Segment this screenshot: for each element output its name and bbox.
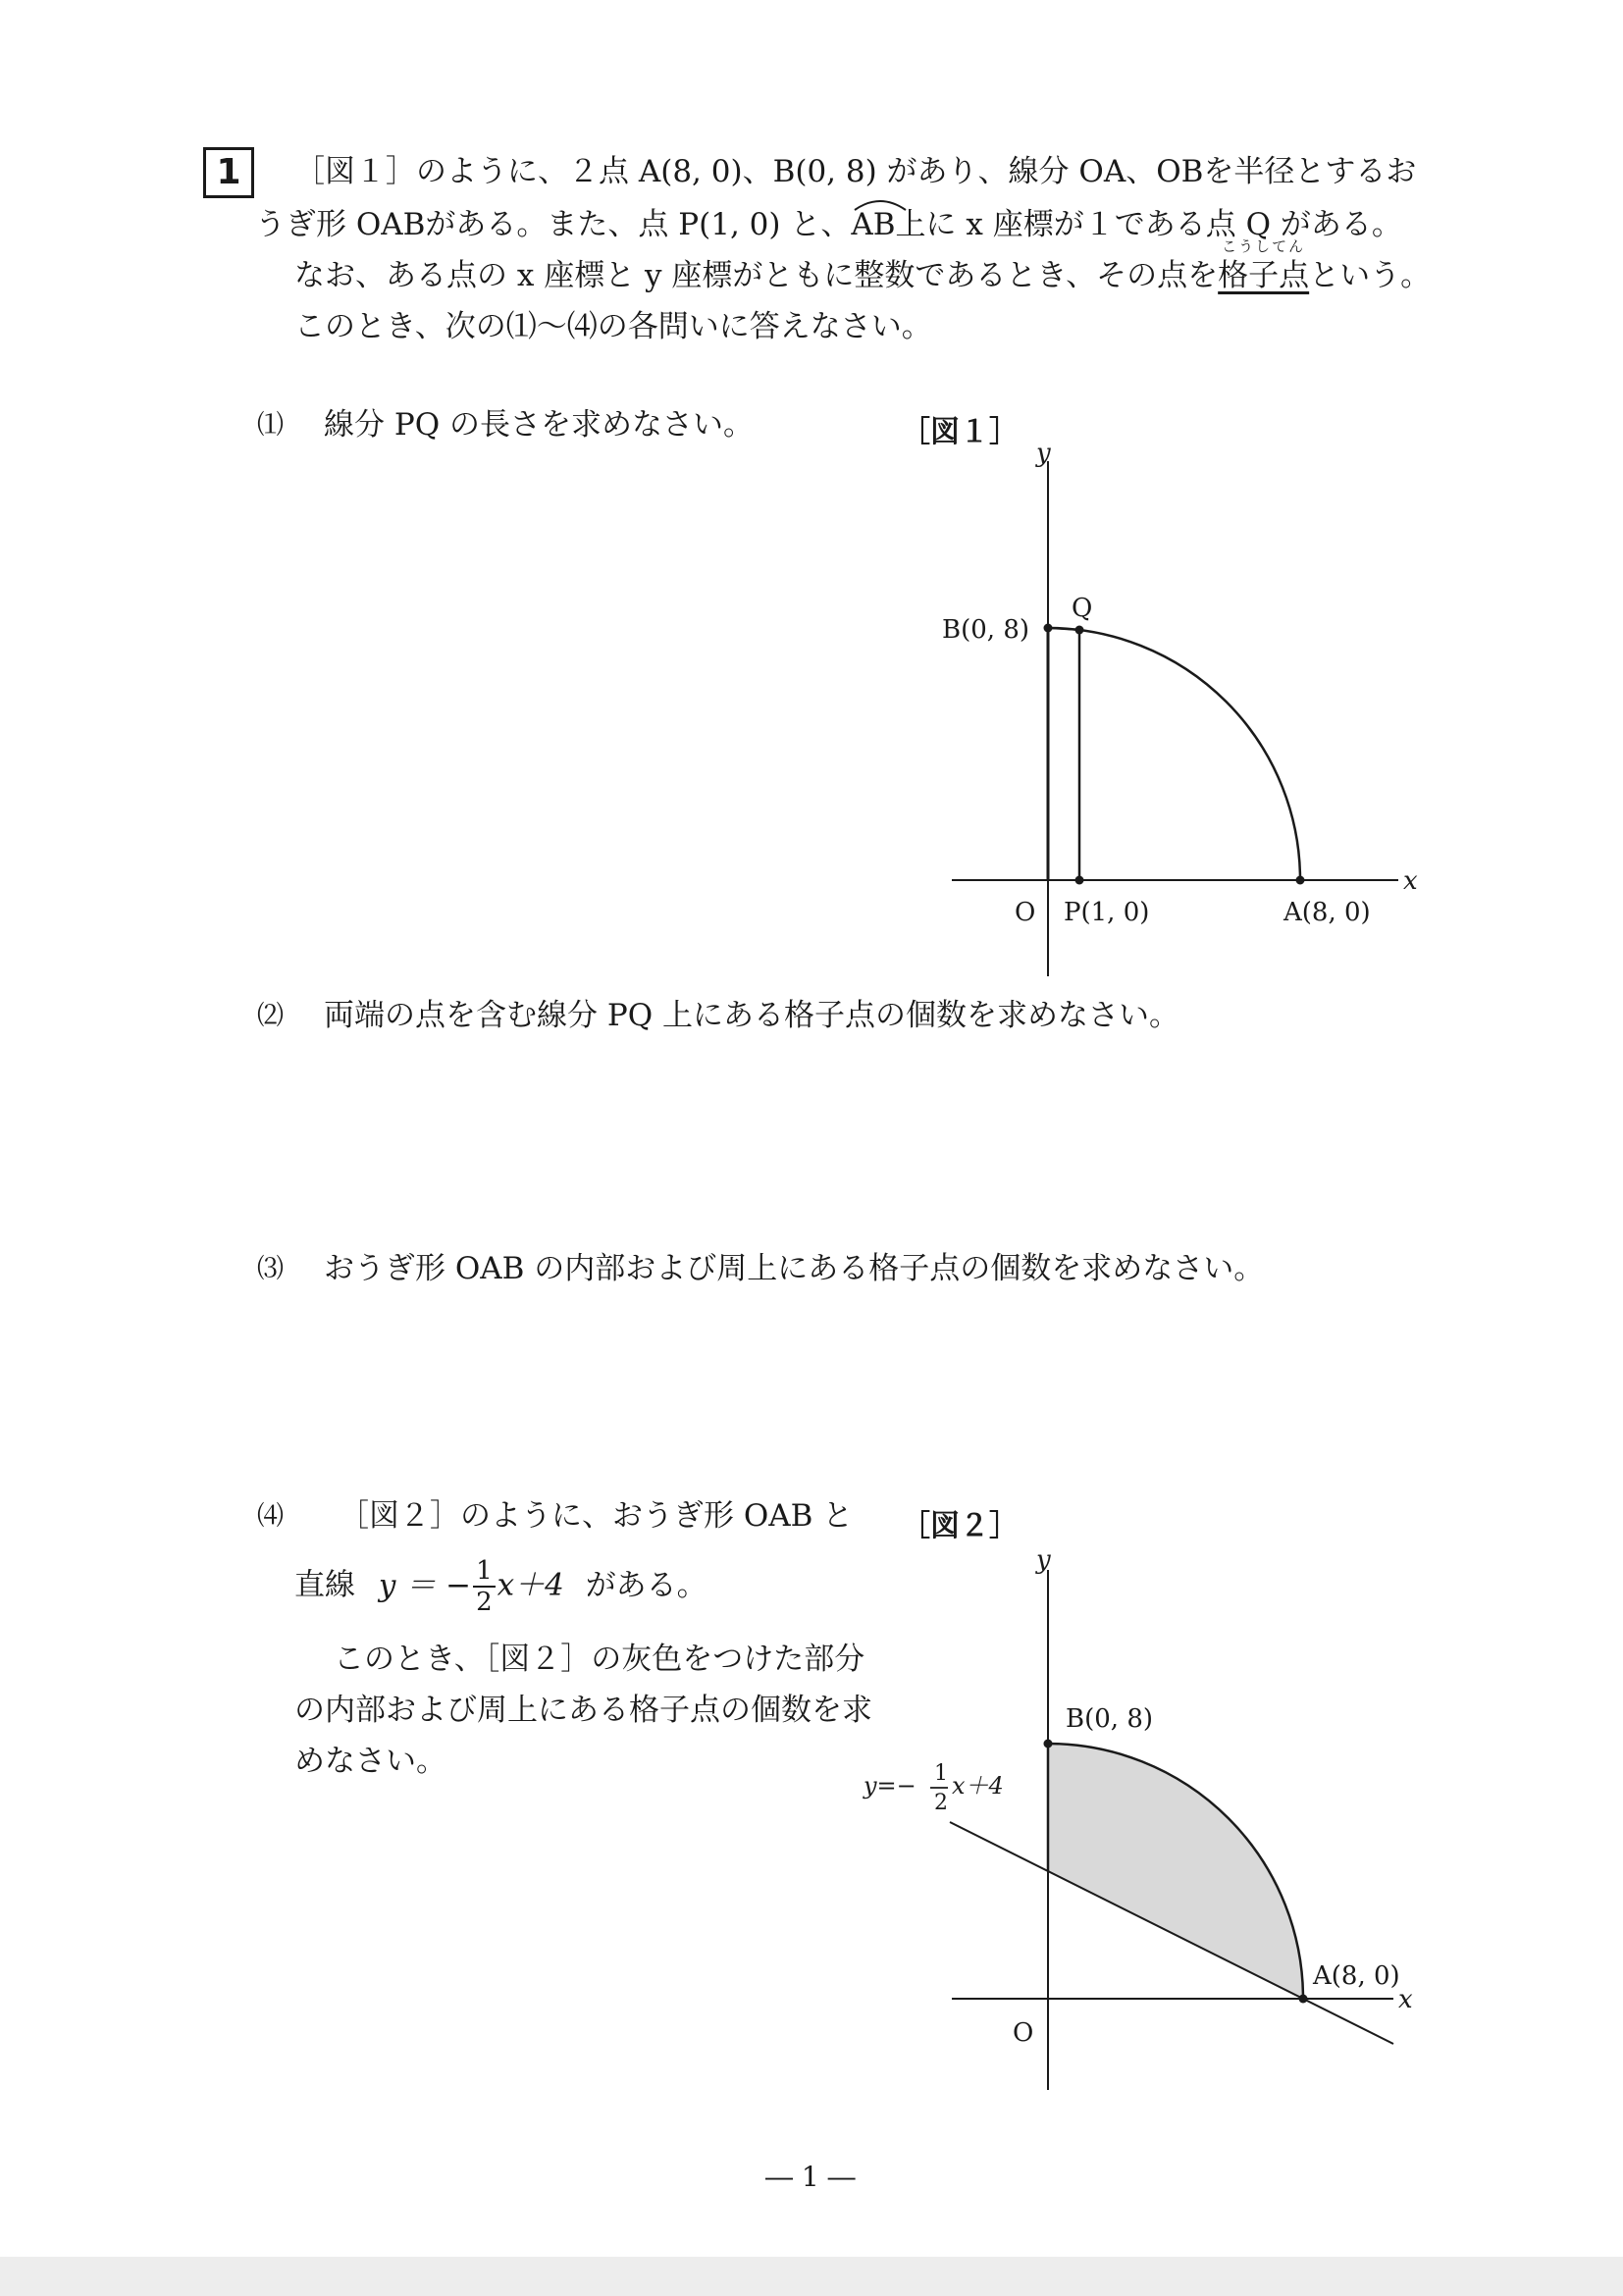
scan-bottom-band bbox=[0, 2257, 1623, 2296]
fig2-point-a bbox=[1299, 1995, 1308, 2004]
fig2-line-label-lhs: y=− bbox=[864, 1772, 916, 1800]
q1-number: ⑴ bbox=[257, 410, 284, 441]
intro-line-2-a: うぎ形 OABがある。また、点 P(1, 0) と、 bbox=[255, 207, 852, 242]
q4-line-2-b: がある。 bbox=[585, 1567, 707, 1603]
fig2-label-b: B(0, 8) bbox=[1066, 1704, 1154, 1734]
lattice-point-word: 格子点 bbox=[1218, 258, 1310, 293]
intro-line-3 bbox=[294, 237, 1432, 293]
lattice-point-term bbox=[1218, 237, 1310, 293]
intro-line-3-b: という。 bbox=[1309, 258, 1432, 293]
arc-ab-label: AB bbox=[851, 207, 896, 242]
fig1-label-a: A(8, 0) bbox=[1283, 898, 1371, 927]
fig1-label-x: x bbox=[1403, 866, 1418, 896]
figure2-diagram bbox=[844, 1540, 1433, 2110]
q4-eq-rhs: x＋4 bbox=[497, 1567, 564, 1603]
q1-text: 線分 PQ の長さを求めなさい。 bbox=[324, 407, 754, 443]
q4-line-1: ［図２］のように、おうぎ形 OAB と bbox=[339, 1498, 854, 1534]
intro-line-2-b: 上に x 座標が１である点 Q がある。 bbox=[895, 207, 1402, 242]
q4-eq-frac-num: 1 bbox=[473, 1558, 496, 1588]
fig2-label-o: O bbox=[1013, 2018, 1034, 2048]
q4-line-2 bbox=[294, 1558, 707, 1615]
q3-text: おうぎ形 OAB の内部および周上にある格子点の個数を求めなさい。 bbox=[324, 1251, 1265, 1286]
fig1-label-p: P(1, 0) bbox=[1064, 898, 1150, 927]
q4-number: ⑷ bbox=[257, 1501, 284, 1532]
intro-line-4: このとき、次の⑴～⑷の各問いに答えなさい。 bbox=[294, 309, 932, 344]
figure1-title: ［図１］ bbox=[901, 415, 1019, 449]
problem-number-box: 1 bbox=[203, 147, 254, 198]
fig2-line-label-rhs: x＋4 bbox=[952, 1772, 1004, 1800]
q2-number: ⑵ bbox=[257, 1001, 284, 1031]
q4-eq-frac-den: 2 bbox=[476, 1588, 493, 1617]
figure2-title: ［図２］ bbox=[901, 1509, 1019, 1543]
fig1-label-o: O bbox=[1015, 898, 1036, 927]
q4-line-5: めなさい。 bbox=[294, 1744, 446, 1779]
q3-number: ⑶ bbox=[257, 1254, 284, 1284]
lattice-point-ruby: こうしてん bbox=[1222, 237, 1306, 255]
q2-text: 両端の点を含む線分 PQ 上にある格子点の個数を求めなさい。 bbox=[324, 998, 1179, 1033]
intro-line-1: ［図１］のように、２点 A(8, 0)、B(0, 8) があり、線分 OA、OBを半径とするお bbox=[294, 154, 1417, 189]
fig2-line-label-frac-den: 2 bbox=[934, 1791, 948, 1815]
intro-line-3-a: なお、ある点の x 座標と y 座標がともに整数であるとき、その点を bbox=[294, 258, 1219, 293]
fig2-label-a: A(8, 0) bbox=[1313, 1961, 1400, 1991]
fig2-shaded-region bbox=[1048, 1744, 1303, 1999]
arc-ab bbox=[851, 207, 896, 242]
q4-line-2-a: 直線 bbox=[294, 1567, 355, 1603]
page-number: ― 1 ― bbox=[765, 2161, 856, 2193]
fig2-label-x: x bbox=[1398, 1985, 1413, 2014]
fig1-point-b bbox=[1044, 624, 1053, 633]
q4-line-3: このとき、［図２］の灰色をつけた部分 bbox=[334, 1642, 865, 1677]
fig1-label-b: B(0, 8) bbox=[942, 615, 1030, 645]
fig1-point-q bbox=[1075, 626, 1084, 635]
q4-eq-fraction bbox=[473, 1558, 496, 1615]
q4-line-4: の内部および周上にある格子点の個数を求 bbox=[294, 1693, 872, 1728]
fig1-point-p bbox=[1075, 876, 1084, 885]
fig1-arc-ab bbox=[1048, 628, 1300, 880]
intro-line-2 bbox=[255, 207, 1402, 242]
fig2-line-label-frac-num: 1 bbox=[934, 1761, 948, 1786]
fig1-label-y: y bbox=[1036, 439, 1051, 468]
fig1-point-a bbox=[1296, 876, 1305, 885]
fig2-label-y: y bbox=[1036, 1545, 1051, 1575]
arc-mark-icon bbox=[851, 196, 910, 212]
figure1-diagram bbox=[922, 432, 1433, 991]
fig2-point-b bbox=[1044, 1740, 1053, 1748]
q4-eq-lhs: y ＝ − bbox=[378, 1567, 472, 1603]
fig1-label-q: Q bbox=[1072, 594, 1093, 623]
